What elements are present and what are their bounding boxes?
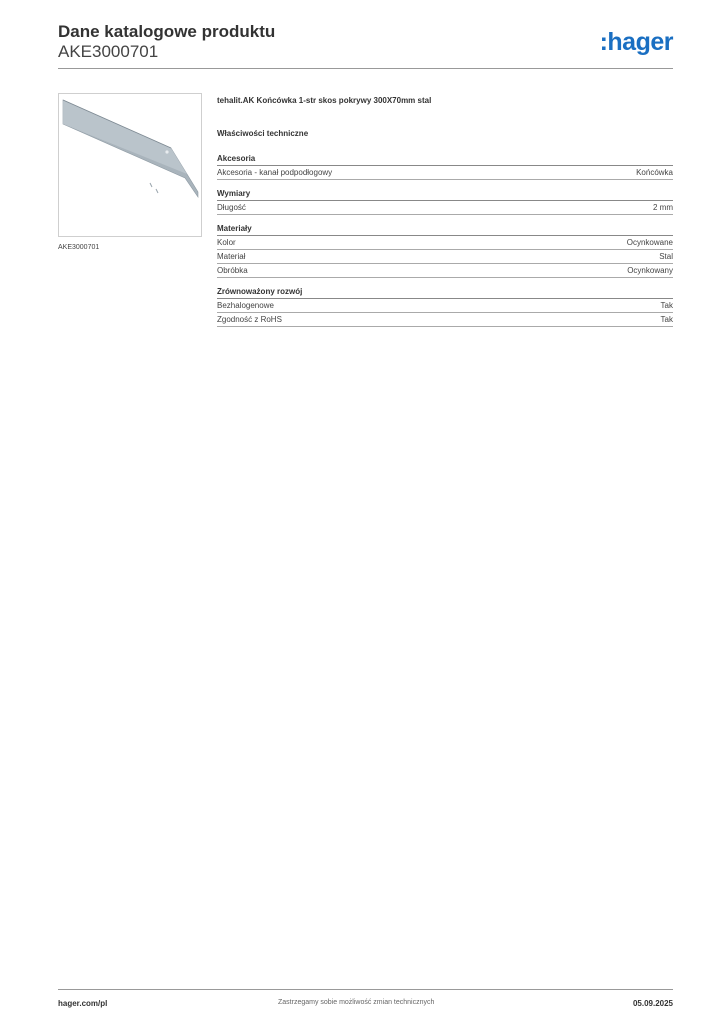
- group-title: Zrównoważony rozwój: [217, 287, 673, 299]
- page-header: [58, 22, 673, 62]
- property-row: [217, 299, 673, 313]
- image-caption: AKE3000701: [58, 244, 100, 251]
- hager-logo: [600, 28, 673, 57]
- header-divider: [58, 68, 673, 69]
- property-label: Akcesoria - kanał podpodłogowy: [217, 168, 333, 177]
- group-title: Wymiary: [217, 189, 673, 201]
- property-row: [217, 166, 673, 180]
- property-value: Końcówka: [636, 168, 673, 177]
- property-value: Ocynkowane: [626, 238, 673, 247]
- footer-note: Zastrzegamy sobie możliwość zmian technicznych: [278, 999, 435, 1006]
- property-label: Materiał: [217, 252, 246, 261]
- product-details: [217, 96, 673, 336]
- property-value: 2 mm: [653, 203, 673, 212]
- group-zrownowazony-rozwoj: [217, 287, 673, 327]
- footer-website-link[interactable]: hager.com/pl: [58, 999, 108, 1008]
- group-akcesoria: [217, 154, 673, 180]
- property-value: Tak: [660, 301, 673, 310]
- product-photo-icon: [59, 94, 201, 236]
- product-image: [58, 93, 202, 237]
- group-wymiary: [217, 189, 673, 215]
- property-value: Ocynkowany: [627, 266, 673, 275]
- property-label: Bezhalogenowe: [217, 301, 274, 310]
- property-row: [217, 250, 673, 264]
- property-row: [217, 236, 673, 250]
- document-title: Dane katalogowe produktu: [58, 22, 276, 41]
- footer-date: 05.09.2025: [632, 999, 673, 1008]
- property-row: [217, 201, 673, 215]
- property-label: Kolor: [217, 238, 236, 247]
- property-label: Długość: [217, 203, 246, 212]
- footer-divider: [58, 989, 673, 990]
- logo-colon-icon: :: [599, 28, 608, 56]
- property-label: Obróbka: [217, 266, 248, 275]
- product-name: tehalit.AK Końcówka 1-str skos pokrywy 300X70mm stal: [217, 96, 432, 105]
- logo-text: hager: [607, 28, 673, 56]
- group-title: Materiały: [217, 224, 673, 236]
- section-title: Właściwości techniczne: [217, 129, 309, 138]
- group-materialy: [217, 224, 673, 278]
- property-value: Stal: [659, 252, 673, 261]
- property-value: Tak: [660, 315, 673, 324]
- property-label: Zgodność z RoHS: [217, 315, 282, 324]
- product-code: AKE3000701: [58, 42, 159, 61]
- group-title: Akcesoria: [217, 154, 673, 166]
- property-row: [217, 313, 673, 327]
- property-row: [217, 264, 673, 278]
